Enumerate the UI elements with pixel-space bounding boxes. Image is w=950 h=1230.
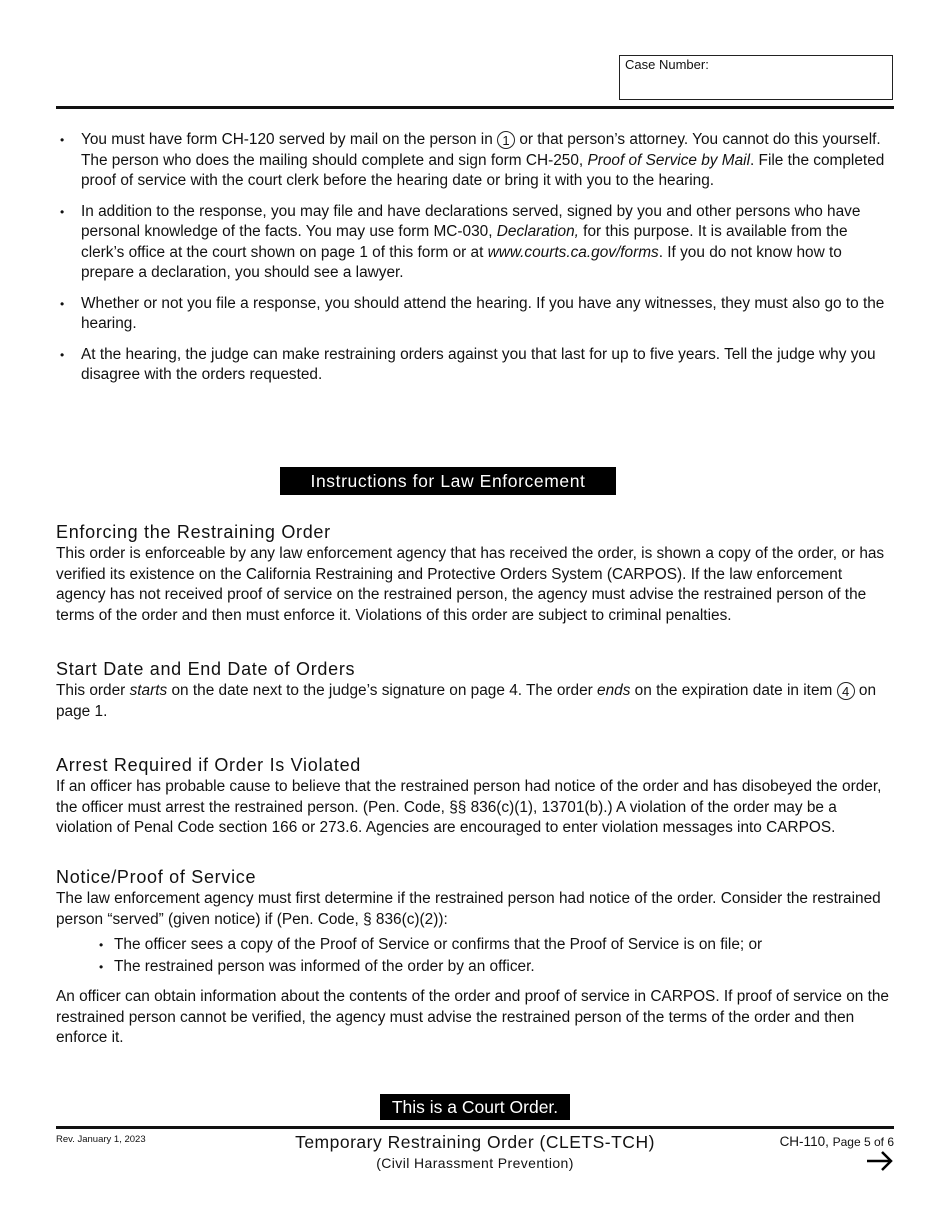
- section-text: This order is enforceable by any law enforcement agency that has received the order, is shown a copy of the order, or has verified its existence on the California Restraining and Protective Orders System (CARPOS). If the law enforcement agency has not received proof of service on the restrained person, the agency must advise the restrained person of the terms of the order and then must enforce it. Violations of this order are subject to criminal penalties.: [56, 545, 885, 624]
- form-id: [780, 1134, 894, 1149]
- section-enforcing: [56, 520, 894, 626]
- section-text: The law enforcement agency must first determine if the restrained person had notice of the order. Consider the restrained person “served” (given notice) if (Pen. Code, § 836(c)(2)):: [56, 890, 881, 928]
- courts-website-link: www.courts.ca.gov/forms: [487, 243, 659, 261]
- item-number-circle: 1: [497, 131, 515, 149]
- court-order-banner: This is a Court Order.: [380, 1094, 570, 1120]
- item-number-circle: 4: [837, 682, 855, 700]
- list-item: • Whether or not you file a response, you should attend the hearing. If you have any witnesses, they must also go to the hearing.: [56, 294, 894, 335]
- section-arrest: [56, 753, 894, 839]
- top-rule: [56, 106, 894, 109]
- revision-date: Rev. January 1, 2023: [56, 1134, 146, 1145]
- case-number-label: Case Number:: [625, 57, 709, 72]
- form-subtitle: (Civil Harassment Prevention): [376, 1155, 574, 1171]
- list-item: • The officer sees a copy of the Proof of Service or confirms that the Proof of Service is on file; or: [114, 934, 894, 956]
- section-title: Start Date and End Date of Orders: [56, 659, 356, 679]
- section-title: Arrest Required if Order Is Violated: [56, 755, 361, 775]
- list-item: • At the hearing, the judge can make restraining orders against you that last for up to five years. Tell the judge why you disagree with the orders requested.: [56, 345, 894, 386]
- list-item: • You must have form CH-120 served by mail on the person in 1 or that person’s attorney. You cannot do this yourself. The person who does the mailing should complete and sign form CH-250, Proof of Service by Mail. File the completed proof of service with the court clerk before the hearing date or bring it with you to the hearing.: [56, 130, 894, 192]
- section-dates: [56, 657, 894, 722]
- page-number: Page 5 of 6: [832, 1135, 894, 1149]
- section-title: Notice/Proof of Service: [56, 867, 257, 887]
- section-title: Enforcing the Restraining Order: [56, 522, 331, 542]
- section-text: An officer can obtain information about the contents of the order and proof of service in CARPOS. If proof of service on the restrained person cannot be verified, the agency must advise the restrained person of the terms of the order and then enforce it.: [56, 988, 889, 1046]
- bottom-rule: [56, 1126, 894, 1129]
- arrow-right-icon[interactable]: [866, 1150, 894, 1172]
- respondent-instructions-list: [56, 130, 894, 396]
- list-item: • The restrained person was informed of the order by an officer.: [114, 956, 894, 978]
- notice-list: [56, 934, 894, 978]
- section-notice: [56, 865, 894, 1049]
- section-text: If an officer has probable cause to believe that the restrained person had notice of the order and has disobeyed the order, the officer must arrest the restrained person. (Pen. Code, §§ 836(c)(1), 13701(b).) A violation of the order may be a violation of Penal Code section 166 or 273.6. Agencies are encouraged to enter violation messages into CARPOS.: [56, 778, 882, 836]
- form-title: Temporary Restraining Order (CLETS-TCH): [295, 1132, 655, 1152]
- form-number: CH-110,: [779, 1134, 829, 1149]
- section-text: This order starts on the date next to the judge’s signature on page 4. The order ends on the expiration date in item 4 on page 1.: [56, 682, 877, 720]
- list-item: • In addition to the response, you may file and have declarations served, signed by you and other persons who have personal knowledge of the facts. You may use form MC-030, Declaration, for this purpose. It is available from the clerk’s office at the court shown on page 1 of this form or at www.courts.ca.gov/forms. If you do not know how to prepare a declaration, you should see a lawyer.: [56, 202, 894, 284]
- case-number-box[interactable]: [619, 55, 893, 100]
- law-enforcement-banner: Instructions for Law Enforcement: [280, 467, 616, 495]
